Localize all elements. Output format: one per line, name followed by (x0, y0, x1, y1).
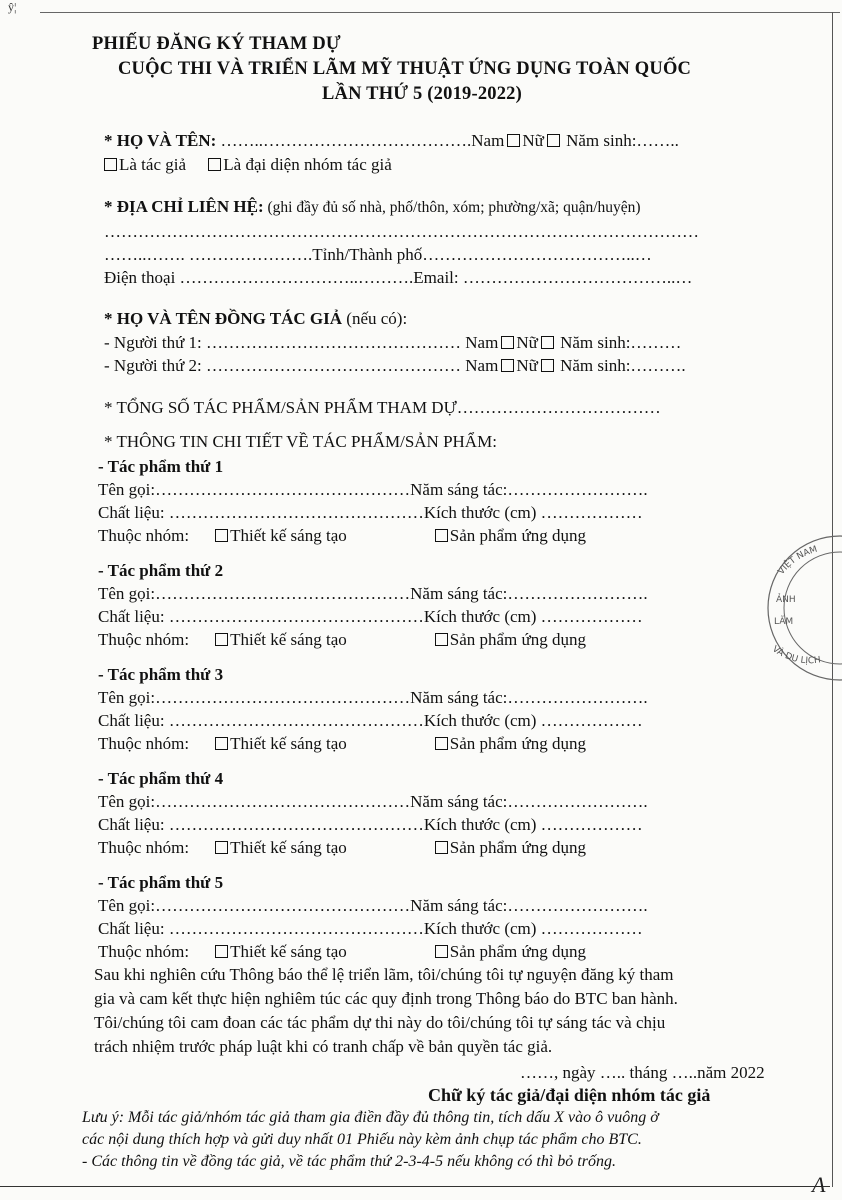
work-group-label: Thuộc nhóm: (98, 838, 190, 857)
female-checkbox[interactable] (547, 134, 560, 147)
coauthor-2-female-checkbox[interactable] (541, 359, 554, 372)
work-title: - Tác phẩm thứ 2 (98, 561, 224, 580)
applied-product-checkbox[interactable] (435, 633, 448, 646)
details-heading: * THÔNG TIN CHI TIẾT VỀ TÁC PHẨM/SẢN PHẨM: (104, 432, 497, 451)
author-checkbox[interactable] (104, 158, 117, 171)
applicant-role-row (104, 155, 392, 175)
coauthors-hint: (nếu có): (342, 309, 408, 328)
commitment-line-3: Tôi/chúng tôi cam đoan các tác phẩm dự thi này do tôi/chúng tôi tự sáng tác và chịu (94, 1013, 666, 1032)
applied-product-checkbox[interactable] (435, 529, 448, 542)
coauthors-row (104, 309, 407, 329)
stamp-word-2: LÃM (774, 617, 794, 627)
stamp-word-1: ẢNH (776, 595, 796, 605)
commitment-line-4: trách nhiệm trước pháp luật khi có tranh chấp về bản quyền tác giả. (94, 1037, 553, 1056)
coauthor-1-female-checkbox[interactable] (541, 336, 554, 349)
creative-design-label: Thiết kế sáng tạo (230, 838, 347, 857)
work-name-field[interactable]: Tên gọi:………………………………………Năm sáng tác:……………………. (98, 688, 648, 707)
work-name-field[interactable]: Tên gọi:………………………………………Năm sáng tác:……………………. (98, 480, 648, 499)
address-row (104, 197, 641, 218)
contest-title: CUỘC THI VÀ TRIỂN LÃM MỸ THUẬT ỨNG DỤNG TOÀN QUỐC (118, 59, 692, 79)
address-line-2[interactable]: ……..……. ………………….Tỉnh/Thành phố………………………………..… (104, 245, 652, 264)
work-title: - Tác phẩm thứ 4 (98, 769, 224, 788)
applied-product-label: Sản phẩm ứng dụng (449, 942, 586, 961)
address-line-1[interactable]: …………………………………………………………………………………………… (104, 222, 699, 241)
work-name-field[interactable]: Tên gọi:………………………………………Năm sáng tác:……………………. (98, 792, 648, 811)
work-group-row (98, 630, 586, 650)
creative-design-checkbox[interactable] (215, 633, 228, 646)
official-stamp (762, 520, 842, 690)
note-line-1: Lưu ý: Mỗi tác giả/nhóm tác giả tham gia điền đầy đủ thông tin, tích dấu X vào ô vuông ở (82, 1109, 659, 1126)
creative-design-checkbox[interactable] (215, 529, 228, 542)
stamp-arc-bottom: VÀ DU LỊCH (770, 644, 822, 667)
applicant-name-row (104, 131, 679, 151)
form-title: PHIẾU ĐĂNG KÝ THAM DỰ (92, 34, 341, 54)
work-group-label: Thuộc nhóm: (98, 942, 190, 961)
applied-product-checkbox[interactable] (435, 945, 448, 958)
work-group-label: Thuộc nhóm: (98, 526, 190, 545)
work-material-field[interactable]: Chất liệu: ………………………………………Kích thước (cm) ……………… (98, 711, 643, 730)
work-name-field[interactable]: Tên gọi:………………………………………Năm sáng tác:……………………. (98, 584, 648, 603)
signature-label: Chữ ký tác giả/đại diện nhóm tác giả (428, 1085, 711, 1105)
commitment-line-2: gia và cam kết thực hiện nghiêm túc các quy định trong Thông báo do BTC ban hành. (94, 989, 678, 1008)
coauthors-label: * HỌ VÀ TÊN ĐỒNG TÁC GIẢ (104, 309, 343, 328)
representative-label: Là đại diện nhóm tác giả (223, 155, 392, 174)
applied-product-label: Sản phẩm ứng dụng (449, 526, 586, 545)
work-material-field[interactable]: Chất liệu: ………………………………………Kích thước (cm) ……………… (98, 919, 643, 938)
birth-year-field[interactable]: Năm sinh:…….. (566, 131, 679, 150)
stamp-arc-top: VIỆT NAM (776, 544, 819, 577)
applied-product-label: Sản phẩm ứng dụng (449, 630, 586, 649)
applied-product-label: Sản phẩm ứng dụng (449, 838, 586, 857)
creative-design-label: Thiết kế sáng tạo (230, 630, 347, 649)
creative-design-checkbox[interactable] (215, 737, 228, 750)
work-group-row (98, 734, 586, 754)
representative-checkbox[interactable] (208, 158, 221, 171)
coauthor-2-male-label: Nam (465, 356, 499, 375)
creative-design-checkbox[interactable] (215, 945, 228, 958)
creative-design-label: Thiết kế sáng tạo (230, 942, 347, 961)
work-group-label: Thuộc nhóm: (98, 630, 190, 649)
address-hint: (ghi đầy đủ số nhà, phố/thôn, xóm; phường/xã; quận/huyện) (263, 199, 641, 216)
work-material-field[interactable]: Chất liệu: ………………………………………Kích thước (cm) ……………… (98, 815, 643, 834)
work-material-field[interactable]: Chất liệu: ………………………………………Kích thước (cm) ……………… (98, 503, 643, 522)
total-works-field[interactable]: * TỔNG SỐ TÁC PHẨM/SẢN PHẨM THAM DỰ……………………………… (104, 398, 661, 417)
male-checkbox[interactable] (507, 134, 520, 147)
coauthor-1-female-label: Nữ (516, 333, 538, 352)
phone-email-row[interactable]: Điện thoại …………………………..……….Email: ………………………………..… (104, 268, 693, 287)
handwritten-mark: A (812, 1172, 826, 1197)
work-name-field[interactable]: Tên gọi:………………………………………Năm sáng tác:……………………. (98, 896, 648, 915)
coauthor-2-row (104, 356, 686, 376)
commitment-line-1: Sau khi nghiên cứu Thông báo thể lệ triển lãm, tôi/chúng tôi tự nguyện đăng ký tham (94, 965, 674, 984)
coauthor-1-name-field[interactable]: - Người thứ 1: ……………………………………… (104, 333, 462, 352)
coauthor-1-male-checkbox[interactable] (501, 336, 514, 349)
note-line-2: các nội dung thích hợp và gửi duy nhất 01 Phiếu này kèm ảnh chụp tác phẩm cho BTC. (82, 1131, 642, 1148)
note-line-3: - Các thông tin về đồng tác giả, về tác phẩm thứ 2-3-4-5 nếu không có thì bỏ trống. (82, 1153, 616, 1170)
coauthor-2-birth-field[interactable]: Năm sinh:………. (560, 356, 686, 375)
date-line[interactable]: ……, ngày ….. tháng …..năm 2022 (520, 1063, 765, 1082)
work-group-row (98, 526, 586, 546)
coauthor-1-male-label: Nam (465, 333, 499, 352)
male-label: Nam (471, 131, 505, 150)
address-label: * ĐỊA CHỈ LIÊN HỆ: (104, 197, 264, 216)
page-edge-top (40, 12, 840, 13)
female-label: Nữ (522, 131, 544, 150)
page-edge-bottom (0, 1186, 830, 1187)
coauthor-1-row (104, 333, 681, 353)
corner-mark: ŷ¦ (8, 0, 17, 14)
creative-design-checkbox[interactable] (215, 841, 228, 854)
author-label: Là tác giả (119, 155, 187, 174)
work-group-row (98, 942, 586, 962)
work-title: - Tác phẩm thứ 3 (98, 665, 224, 684)
edition-title: LẦN THỨ 5 (2019-2022) (322, 84, 522, 104)
creative-design-label: Thiết kế sáng tạo (230, 734, 347, 753)
coauthor-2-name-field[interactable]: - Người thứ 2: ……………………………………… (104, 356, 462, 375)
work-group-row (98, 838, 586, 858)
work-group-label: Thuộc nhóm: (98, 734, 190, 753)
applicant-name-field[interactable]: ……..………………………………. (216, 131, 472, 150)
applicant-name-label: * HỌ VÀ TÊN: (104, 131, 217, 150)
coauthor-1-birth-field[interactable]: Năm sinh:……… (560, 333, 682, 352)
work-title: - Tác phẩm thứ 1 (98, 457, 224, 476)
applied-product-checkbox[interactable] (435, 841, 448, 854)
creative-design-label: Thiết kế sáng tạo (230, 526, 347, 545)
work-title: - Tác phẩm thứ 5 (98, 873, 224, 892)
applied-product-checkbox[interactable] (435, 737, 448, 750)
applied-product-label: Sản phẩm ứng dụng (449, 734, 586, 753)
work-material-field[interactable]: Chất liệu: ………………………………………Kích thước (cm) ……………… (98, 607, 643, 626)
coauthor-2-female-label: Nữ (516, 356, 538, 375)
coauthor-2-male-checkbox[interactable] (501, 359, 514, 372)
